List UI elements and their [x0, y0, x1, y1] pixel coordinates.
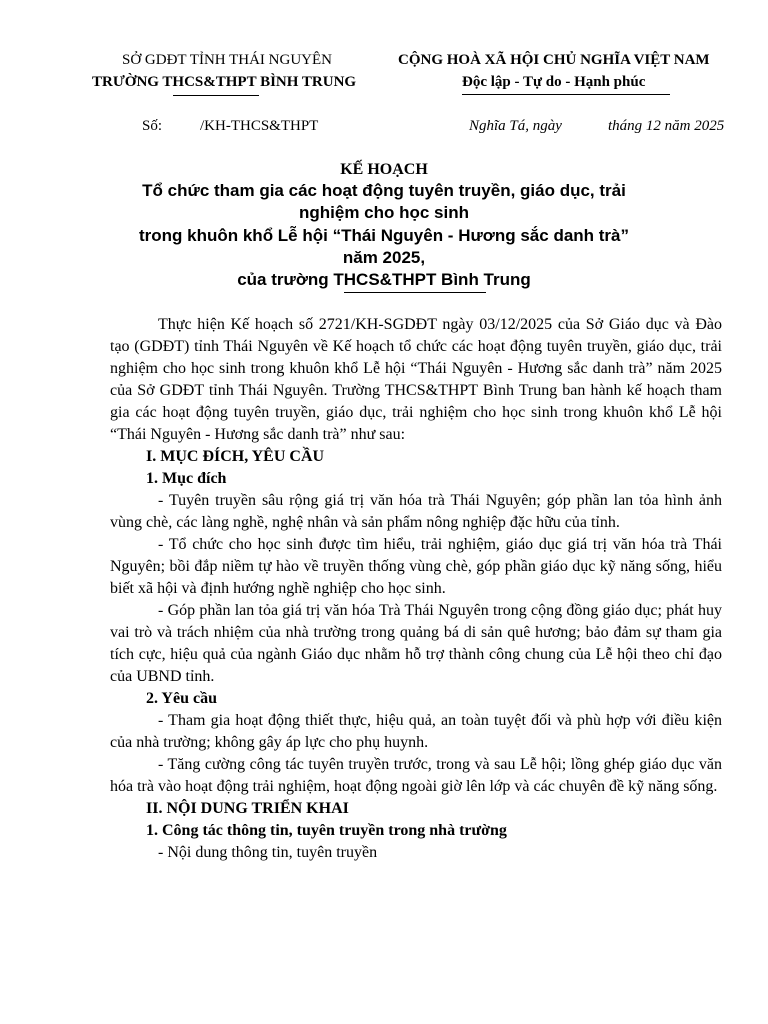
title-underline [344, 292, 486, 293]
school-name: TRƯỜNG THCS&THPT BÌNH TRUNG [92, 74, 357, 90]
school-name-underline [173, 95, 259, 96]
place-date: Nghĩa Tá, ngày [469, 118, 562, 134]
purpose-item-2: - Tổ chức cho học sinh được tìm hiểu, trải nghiệm, giáo dục giá trị văn hóa trà Thái Nguyên; bồi đắp niềm tự hào về truyền thống vùng chè, góp phần giáo dục kỹ năng sống, hiểu biết xã hội và định hướng nghề nghiệp cho học sinh. [110, 536, 722, 597]
communication-item-1: - Nội dung thông tin, tuyên truyền [158, 844, 378, 861]
purpose-item-3: - Góp phần lan tỏa giá trị văn hóa Trà Thái Nguyên trong cộng đồng giáo dục; phát huy vai trò và trách nhiệm của nhà trường trong quảng bá di sản quê hương; bảo đảm sự tham gia tích cực, hiệu quả của ngành Giáo dục nhằm hỗ trợ thành công chung của Lễ hội theo chỉ đạo của UBND tỉnh. [110, 602, 722, 685]
document-number-label: Số: [142, 118, 163, 134]
national-motto-underline [462, 94, 670, 95]
department-name: SỞ GDĐT TỈNH THÁI NGUYÊN [122, 52, 332, 68]
title-line-1: Tổ chức tham gia các hoạt động tuyên truyền, giáo dục, trải [142, 181, 626, 200]
document-body [110, 314, 722, 864]
title-line-4: năm 2025, [342, 248, 426, 267]
subsection-heading-communication: 1. Công tác thông tin, tuyên truyền trong nhà trường [146, 822, 507, 839]
title-line-3: trong khuôn khổ Lễ hội “Thái Nguyên - Hương sắc danh trà” [138, 226, 630, 245]
subsection-heading-requirements: 2. Yêu cầu [146, 690, 217, 707]
title-line-2: nghiệm cho học sinh [298, 203, 469, 222]
section-heading-1: I. MỤC ĐÍCH, YÊU CẦU [146, 448, 325, 465]
requirement-item-1: - Tham gia hoạt động thiết thực, hiệu quả, an toàn tuyệt đối và phù hợp với điều kiện của nhà trường; không gây áp lực cho phụ huynh. [110, 712, 722, 751]
document-type: KẾ HOẠCH [340, 161, 428, 178]
document-number-code: /KH-THCS&THPT [200, 118, 319, 134]
national-motto: Độc lập - Tự do - Hạnh phúc [462, 74, 646, 90]
month-year: tháng 12 năm 2025 [608, 118, 725, 134]
intro-paragraph: Thực hiện Kế hoạch số 2721/KH-SGDĐT ngày 03/12/2025 của Sở Giáo dục và Đào tạo (GDĐT) tỉnh Thái Nguyên về Kế hoạch tổ chức các hoạt động tuyên truyền, giáo dục, trải nghiệm cho học sinh trong khuôn khổ Lễ hội “Thái Nguyên - Hương sắc danh trà” năm 2025 của Sở GDĐT tỉnh Thái Nguyên. Trường THCS&THPT Bình Trung ban hành kế hoạch tham gia các hoạt động tuyên truyền, giáo dục, trải nghiệm cho học sinh trong khuôn khổ Lễ hội “Thái Nguyên - Hương sắc danh trà” như sau: [110, 316, 722, 443]
title-line-5: của trường THCS&THPT Bình Trung [237, 270, 531, 289]
purpose-item-1: - Tuyên truyền sâu rộng giá trị văn hóa trà Thái Nguyên; góp phần lan tỏa hình ảnh vùng chè, các làng nghề, nghệ nhân và sản phẩm nông nghiệp đặc hữu của tỉnh. [110, 492, 722, 531]
national-title: CỘNG HOÀ XÃ HỘI CHỦ NGHĨA VIỆT NAM [398, 52, 710, 68]
subsection-heading-purpose: 1. Mục đích [146, 470, 227, 487]
requirement-item-2: - Tăng cường công tác tuyên truyền trước, trong và sau Lễ hội; lồng ghép giáo dục văn hóa trà vào hoạt động trải nghiệm, hoạt động ngoài giờ lên lớp và các chuyên đề kỹ năng sống. [110, 756, 722, 795]
section-heading-2: II. NỘI DUNG TRIỂN KHAI [146, 800, 349, 817]
